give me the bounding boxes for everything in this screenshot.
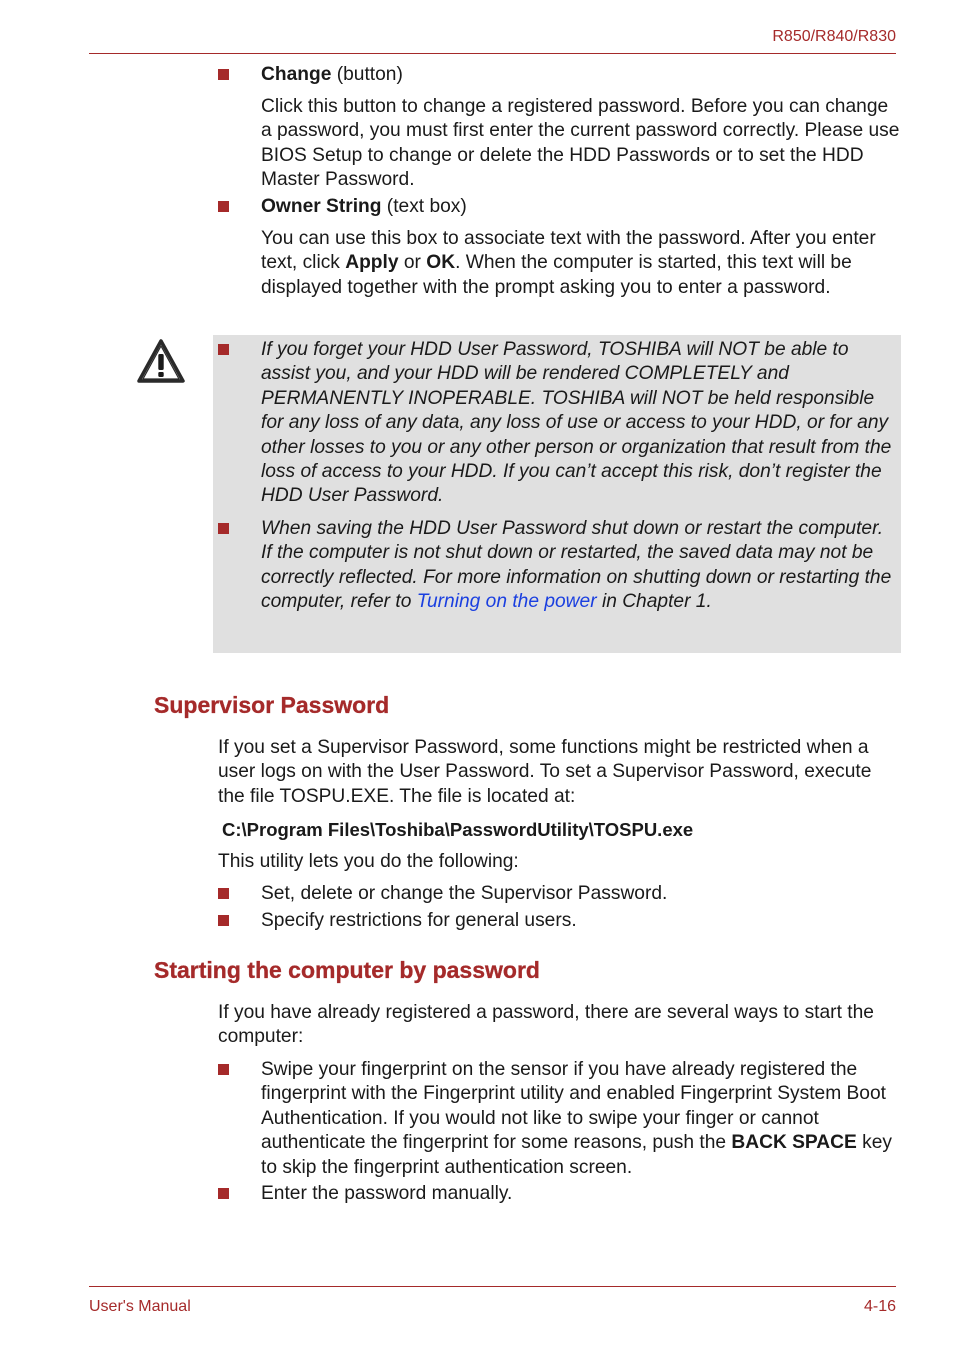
- bullet-square-icon: [218, 69, 229, 80]
- owner-desc-text: or: [398, 252, 427, 274]
- item-change-description: Click this button to change a registered password. Before you can change a password, you must first enter the current password correctly. Please use BIOS Setup to change or delete the HDD Passwords or to set the HDD Master Password.: [261, 96, 900, 191]
- turning-on-power-link[interactable]: Turning on the power: [416, 591, 597, 613]
- bullet-square-icon: [218, 1188, 229, 1199]
- starting-heading: Starting the computer by password: [154, 957, 540, 983]
- starting-bullet-1: [261, 1058, 906, 1180]
- owner-desc-ok: OK: [426, 252, 456, 274]
- owner-desc-text: You can use this box to associate text with the password. After you enter text, click: [261, 228, 876, 274]
- bullet-square-icon: [218, 523, 229, 534]
- starting-bullet-2: Enter the password manually.: [261, 1183, 513, 1204]
- header-rule: [89, 53, 896, 54]
- backspace-key-label: BACK SPACE: [731, 1132, 857, 1154]
- footer-page-number: 4-16: [863, 1298, 896, 1315]
- item-change-title: [261, 63, 901, 87]
- warning-triangle-icon: [135, 336, 187, 388]
- tospu-file-path: C:\Program Files\Toshiba\PasswordUtility\TOSPU.exe: [222, 819, 694, 840]
- item-owner-description: [261, 227, 901, 300]
- item-change-suffix: (button): [331, 64, 403, 85]
- item-owner-title: [261, 195, 901, 219]
- warning-bullet-2: [261, 517, 893, 615]
- item-owner-label: Owner String: [261, 196, 382, 217]
- bullet-square-icon: [218, 1064, 229, 1075]
- starting-bullet-1-text: Swipe your fingerprint on the sensor if you have already registered the fingerprint with the Fingerprint utility and enabled Fingerprint System Boot Authentication. If you would not like to swipe your finger or cannot authenticate the fingerprint for some reasons, push the: [261, 1059, 886, 1154]
- header-model-label: R850/R840/R830: [772, 28, 896, 45]
- starting-intro: If you have already registered a password, there are several ways to start the computer:: [218, 1002, 874, 1048]
- bullet-square-icon: [218, 915, 229, 926]
- item-change-label: Change: [261, 64, 332, 85]
- warning-bullet-2-text: When saving the HDD User Password shut down or restart the computer. If the computer is not shut down or restarted, the saved data may not be correctly reflected. For more information on shutting down or restarting the computer, refer to: [261, 518, 892, 613]
- supervisor-heading: Supervisor Password: [154, 692, 390, 718]
- bullet-square-icon: [218, 344, 229, 355]
- item-owner-suffix: (text box): [381, 196, 467, 217]
- supervisor-bullet-1: Set, delete or change the Supervisor Password.: [261, 883, 668, 904]
- footer-manual-label: User's Manual: [89, 1298, 191, 1315]
- utility-intro: This utility lets you do the following:: [218, 851, 519, 872]
- footer-rule: [89, 1286, 896, 1287]
- warning-bullet-1: If you forget your HDD User Password, TOSHIBA will NOT be able to assist you, and your HDD will be rendered COMPLETELY and PERMANENTLY INOPERABLE. TOSHIBA will NOT be held responsible for any loss of any data, any loss of use or access to your HDD, or for any other losses to you or any other person or organization that result from the loss of access to your HDD. If you can’t accept this risk, don’t register the HDD User Password.: [261, 339, 892, 507]
- bullet-square-icon: [218, 201, 229, 212]
- owner-desc-apply: Apply: [345, 252, 399, 274]
- bullet-square-icon: [218, 888, 229, 899]
- supervisor-intro: If you set a Supervisor Password, some functions might be restricted when a user logs on with the User Password. To set a Supervisor Password, execute the file TOSPU.EXE. The file is located at:: [218, 737, 872, 807]
- warning-bullet-2-text: in Chapter 1.: [596, 591, 712, 613]
- supervisor-bullet-2: Specify restrictions for general users.: [261, 910, 577, 931]
- owner-desc-text: . When the computer is started, this text will be displayed together with the prompt asking you to enter a password.: [261, 252, 852, 298]
- starting-bullet-1-text: key to skip the fingerprint authentication screen.: [261, 1132, 893, 1178]
